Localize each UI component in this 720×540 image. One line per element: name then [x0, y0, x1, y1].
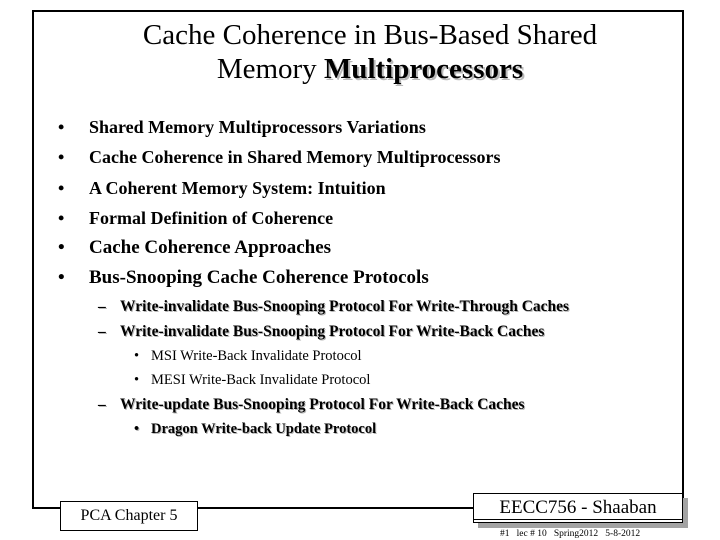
sub-sub-bullet-item: [58, 344, 678, 368]
bullet-text: Shared Memory Multiprocessors Variations: [89, 117, 426, 137]
bullet-marker: •: [58, 237, 65, 259]
title-line-2-emphasis: Multiprocessors: [323, 53, 524, 85]
course-label-rule: [474, 519, 682, 520]
bullet-list: [58, 112, 678, 441]
bullet-marker: •: [134, 371, 140, 388]
bullet-item: [58, 142, 678, 172]
bullet-item: [58, 173, 678, 203]
dash-marker: –: [98, 297, 106, 315]
chapter-label: PCA Chapter 5: [60, 501, 198, 531]
sub-bullet-item: [58, 392, 678, 417]
bullet-item: [58, 203, 678, 233]
dash-marker: –: [98, 322, 106, 340]
sub-bullet-text: Write-update Bus-Snooping Protocol For Write-Back Caches: [120, 395, 525, 413]
sub-bullet-item: [58, 294, 678, 319]
sub-sub-bullet-text: MSI Write-Back Invalidate Protocol: [151, 347, 362, 364]
bullet-marker: •: [58, 207, 65, 228]
bullet-marker: •: [58, 117, 65, 137]
bullet-text: Formal Definition of Coherence: [89, 207, 334, 228]
bullet-text: Bus-Snooping Cache Coherence Protocols: [89, 267, 429, 289]
lecture-meta: #1 lec # 10 Spring2012 5-8-2012: [500, 529, 641, 539]
bullet-item: [58, 263, 678, 293]
sub-sub-bullet-text: MESI Write-Back Invalidate Protocol: [151, 371, 371, 388]
bullet-marker: •: [58, 267, 65, 289]
title-line-1: Cache Coherence in Bus-Based Shared: [142, 19, 598, 51]
sub-bullet-item: [58, 319, 678, 344]
bullet-marker: •: [134, 347, 140, 364]
title-line-2: [32, 52, 708, 86]
sub-sub-bullet-item: [58, 417, 678, 441]
sub-sub-bullet-text: Dragon Write-back Update Protocol: [151, 420, 377, 437]
bullet-marker: •: [134, 420, 140, 437]
sub-bullet-text: Write-invalidate Bus-Snooping Protocol For Write-Through Caches: [120, 297, 570, 315]
bullet-marker: •: [58, 147, 65, 168]
dash-marker: –: [98, 395, 106, 413]
course-label: EECC756 - Shaaban: [473, 493, 683, 523]
sub-sub-bullet-item: [58, 368, 678, 392]
bullet-marker: •: [58, 177, 65, 198]
sub-bullet-text: Write-invalidate Bus-Snooping Protocol For Write-Back Caches: [120, 322, 545, 340]
bullet-text: A Coherent Memory System: Intuition: [89, 177, 386, 198]
bullet-item: [58, 112, 678, 142]
bullet-text: Cache Coherence Approaches: [89, 237, 332, 259]
title-line-2-plain: Memory: [216, 53, 317, 85]
slide-title: [32, 18, 708, 86]
bullet-item: [58, 233, 678, 263]
bullet-text: Cache Coherence in Shared Memory Multiprocessors: [89, 147, 501, 168]
